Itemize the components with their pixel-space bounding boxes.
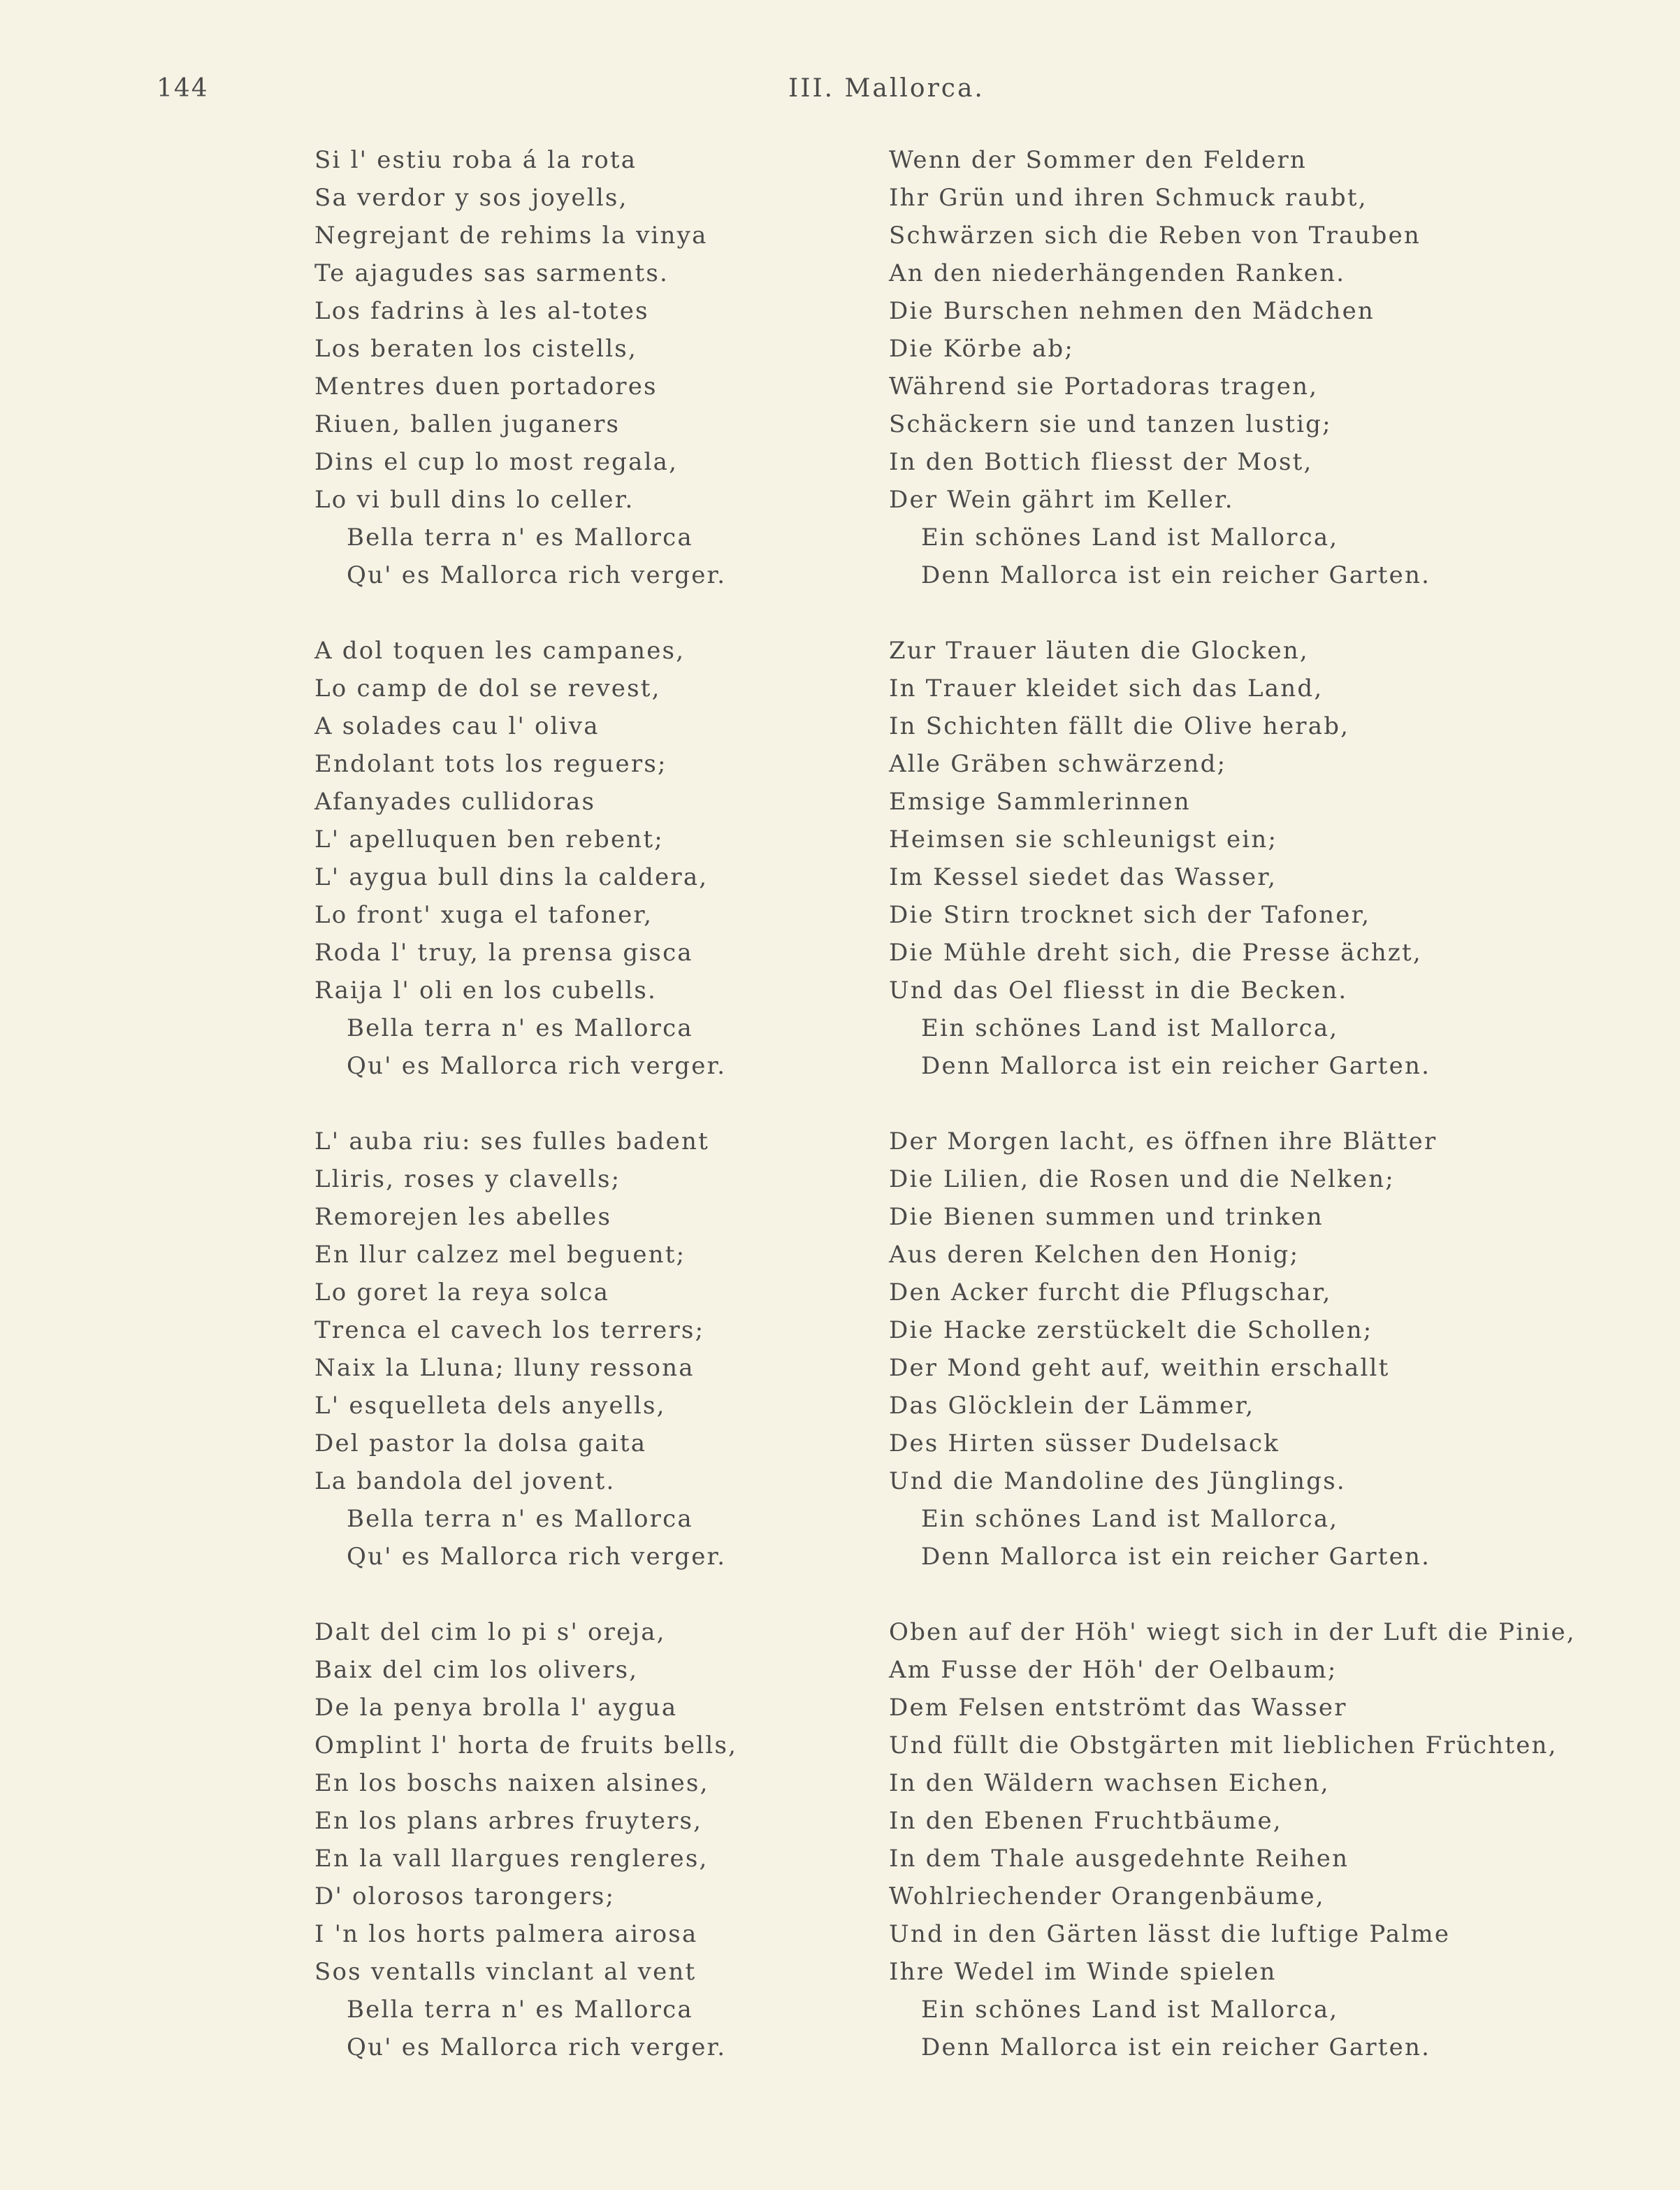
verse-line: Die Lilien, die Rosen und die Nelken;	[889, 1165, 1395, 1193]
verse-line: Die Körbe ab;	[889, 335, 1075, 363]
verse-line: Emsige Sammlerinnen	[889, 788, 1191, 816]
verse-line: De la penya brolla l' aygua	[314, 1694, 678, 1722]
verse-line: Der Mond geht auf, weithin erschallt	[889, 1354, 1390, 1382]
refrain-line: Bella terra n' es Mallorca	[347, 524, 693, 552]
verse-line: Während sie Portadoras tragen,	[889, 373, 1319, 401]
verse-line: Schwärzen sich die Reben von Trauben	[889, 222, 1421, 250]
verse-line: Heimsen sie schleunigst ein;	[889, 826, 1278, 853]
verse-line: Die Stirn trocknet sich der Tafoner,	[889, 901, 1371, 929]
refrain-line: Bella terra n' es Mallorca	[347, 1996, 693, 2024]
verse-line: Die Bienen summen und trinken	[889, 1203, 1324, 1231]
verse-line: In den Ebenen Fruchtbäume,	[889, 1807, 1282, 1835]
verse-line: Das Glöcklein der Lämmer,	[889, 1392, 1255, 1420]
verse-line: En los plans arbres fruyters,	[314, 1807, 703, 1835]
refrain-line: Qu' es Mallorca rich verger.	[347, 1052, 727, 1080]
verse-line: L' auba riu: ses fulles badent	[314, 1128, 709, 1155]
verse-line: Lo front' xuga el tafoner,	[314, 901, 653, 929]
verse-line: Naix la Lluna; lluny ressona	[314, 1354, 695, 1382]
verse-line: Raija l' oli en los cubells.	[314, 977, 658, 1004]
verse-line: Negrejant de rehims la vinya	[314, 222, 708, 250]
verse-line: Ihre Wedel im Winde spielen	[889, 1958, 1277, 1986]
verse-line: Der Morgen lacht, es öffnen ihre Blätter	[889, 1128, 1438, 1155]
verse-line: Im Kessel siedet das Wasser,	[889, 863, 1277, 891]
verse-line: Los beraten los cistells,	[314, 335, 637, 363]
verse-line: In dem Thale ausgedehnte Reihen	[889, 1845, 1349, 1873]
verse-line: Alle Gräben schwärzend;	[889, 750, 1227, 778]
refrain-line: Ein schönes Land ist Mallorca,	[921, 1505, 1339, 1533]
refrain-line: Bella terra n' es Mallorca	[347, 1014, 693, 1042]
verse-line: La bandola del jovent.	[314, 1467, 616, 1495]
verse-line: Sa verdor y sos joyells,	[314, 184, 628, 212]
verse-line: Wohlriechender Orangenbäume,	[889, 1882, 1325, 1910]
verse-line: Schäckern sie und tanzen lustig;	[889, 410, 1332, 438]
verse-line: In Trauer kleidet sich das Land,	[889, 675, 1324, 703]
refrain-line: Qu' es Mallorca rich verger.	[347, 561, 727, 589]
verse-line: Den Acker furcht die Pflugschar,	[889, 1278, 1332, 1306]
verse-line: Dalt del cim lo pi s' oreja,	[314, 1618, 666, 1646]
verse-line: Der Wein gährt im Keller.	[889, 486, 1234, 514]
verse-line: Sos ventalls vinclant al vent	[314, 1958, 697, 1986]
verse-line: In Schichten fällt die Olive herab,	[889, 712, 1350, 740]
verse-line: Endolant tots los reguers;	[314, 750, 667, 778]
verse-line: An den niederhängenden Ranken.	[889, 259, 1346, 287]
verse-line: D' olorosos tarongers;	[314, 1882, 616, 1910]
verse-line: Omplint l' horta de fruits bells,	[314, 1731, 738, 1759]
verse-line: Lliris, roses y clavells;	[314, 1165, 621, 1193]
verse-line: Und füllt die Obstgärten mit lieblichen Früchten,	[889, 1731, 1558, 1759]
verse-line: Oben auf der Höh' wiegt sich in der Luft die Pinie,	[889, 1618, 1576, 1646]
verse-line: Wenn der Sommer den Feldern	[889, 146, 1308, 174]
verse-line: Aus deren Kelchen den Honig;	[889, 1241, 1300, 1269]
refrain-line: Ein schönes Land ist Mallorca,	[921, 1014, 1339, 1042]
verse-line: Afanyades cullidoras	[314, 788, 596, 816]
verse-line: Los fadrins à les al-totes	[314, 297, 649, 325]
verse-line: Baix del cim los olivers,	[314, 1656, 639, 1684]
german-stanza-1	[889, 141, 1665, 594]
verse-line: Die Burschen nehmen den Mädchen	[889, 297, 1375, 325]
refrain-line: Qu' es Mallorca rich verger.	[347, 2033, 727, 2061]
refrain-line: Denn Mallorca ist ein reicher Garten.	[921, 1052, 1431, 1080]
verse-line: Und das Oel fliesst in die Becken.	[889, 977, 1348, 1004]
refrain-line: Denn Mallorca ist ein reicher Garten.	[921, 561, 1431, 589]
verse-line: En la vall llargues rengleres,	[314, 1845, 709, 1873]
verse-line: Remorejen les abelles	[314, 1203, 612, 1231]
verse-line: Ihr Grün und ihren Schmuck raubt,	[889, 184, 1368, 212]
verse-line: I 'n los horts palmera airosa	[314, 1920, 698, 1948]
verse-line: Dins el cup lo most regala,	[314, 448, 679, 476]
verse-line: Riuen, ballen juganers	[314, 410, 621, 438]
verse-line: L' esquelleta dels anyells,	[314, 1392, 666, 1420]
refrain-line: Bella terra n' es Mallorca	[347, 1505, 693, 1533]
verse-line: Am Fusse der Höh' der Oelbaum;	[889, 1656, 1338, 1684]
german-stanza-2	[889, 632, 1665, 1085]
verse-line: A dol toquen les campanes,	[314, 637, 686, 665]
verse-line: Trenca el cavech los terrers;	[314, 1316, 705, 1344]
verse-line: A solades cau l' oliva	[314, 712, 600, 740]
verse-line: En llur calzez mel beguent;	[314, 1241, 686, 1269]
verse-line: L' aygua bull dins la caldera,	[314, 863, 709, 891]
refrain-line: Ein schönes Land ist Mallorca,	[921, 1996, 1339, 2024]
verse-line: L' apelluquen ben rebent;	[314, 826, 664, 853]
german-stanza-3	[889, 1123, 1665, 1576]
verse-line: Lo camp de dol se revest,	[314, 675, 661, 703]
verse-line: Roda l' truy, la prensa gisca	[314, 939, 693, 967]
verse-line: In den Bottich fliesst der Most,	[889, 448, 1313, 476]
refrain-line: Denn Mallorca ist ein reicher Garten.	[921, 2033, 1431, 2061]
verse-line: Zur Trauer läuten die Glocken,	[889, 637, 1309, 665]
verse-line: Und in den Gärten lässt die luftige Palme	[889, 1920, 1451, 1948]
verse-line: Lo vi bull dins lo celler.	[314, 486, 635, 514]
verse-line: In den Wäldern wachsen Eichen,	[889, 1769, 1330, 1797]
verse-line: Die Mühle dreht sich, die Presse ächzt,	[889, 939, 1422, 967]
verse-line: Des Hirten süsser Dudelsack	[889, 1429, 1280, 1457]
verse-line: Lo goret la reya solca	[314, 1278, 610, 1306]
refrain-line: Denn Mallorca ist ein reicher Garten.	[921, 1543, 1431, 1571]
verse-line: Si l' estiu roba á la rota	[314, 146, 637, 174]
refrain-line: Ein schönes Land ist Mallorca,	[921, 524, 1339, 552]
page-number: 144	[157, 74, 209, 103]
verse-line: Die Hacke zerstückelt die Schollen;	[889, 1316, 1373, 1344]
verse-line: Und die Mandoline des Jünglings.	[889, 1467, 1346, 1495]
running-head: III. Mallorca.	[788, 74, 985, 103]
refrain-line: Qu' es Mallorca rich verger.	[347, 1543, 727, 1571]
verse-line: En los boschs naixen alsines,	[314, 1769, 709, 1797]
verse-line: Te ajagudes sas sarments.	[314, 259, 669, 287]
verse-line: Del pastor la dolsa gaita	[314, 1429, 647, 1457]
verse-line: Dem Felsen entströmt das Wasser	[889, 1694, 1347, 1722]
german-stanza-4	[889, 1613, 1665, 2066]
verse-line: Mentres duen portadores	[314, 373, 658, 401]
